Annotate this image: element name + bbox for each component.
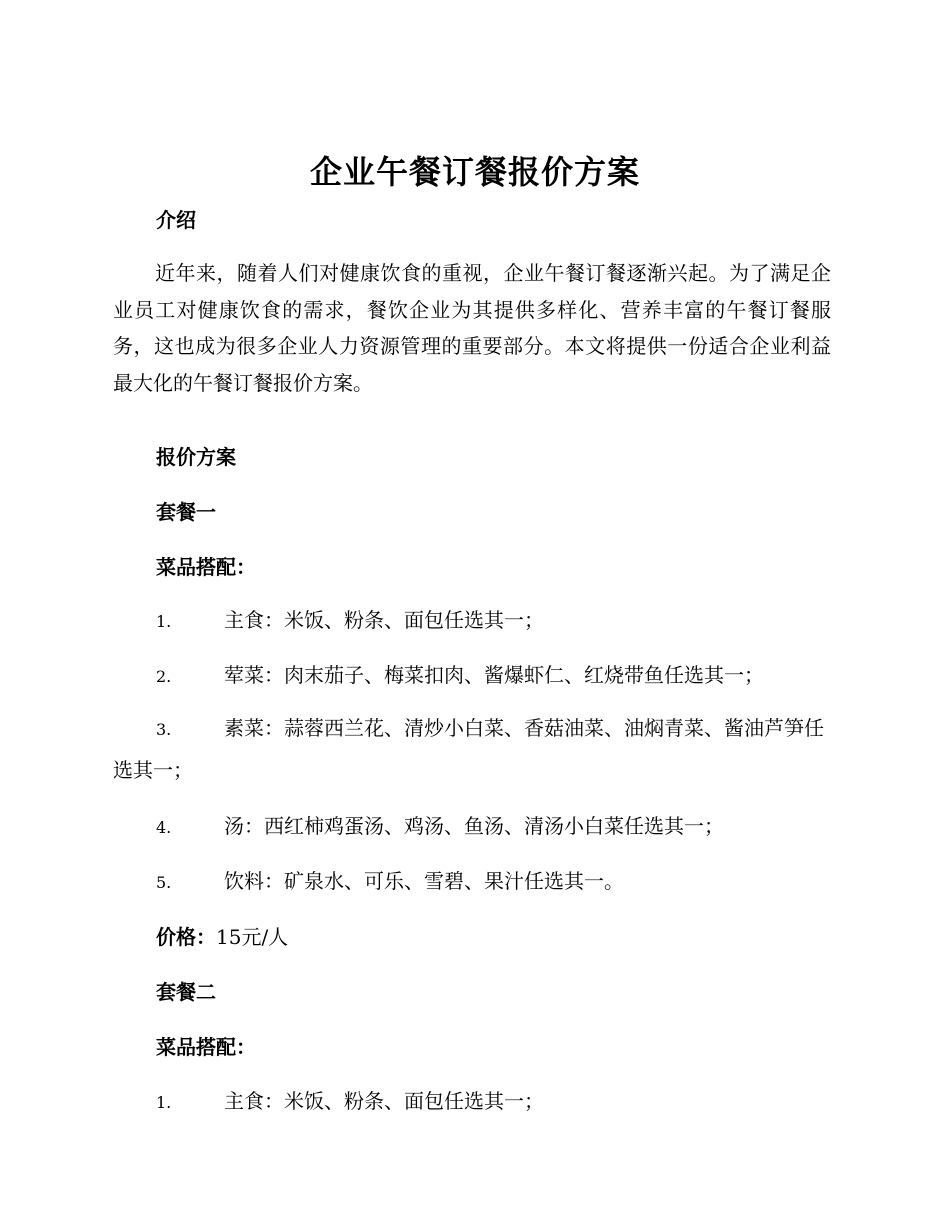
list-item: [113, 708, 831, 790]
quote-heading: 报价方案: [156, 445, 236, 469]
list-item-number: 5.: [156, 873, 172, 892]
list-item: [113, 859, 831, 905]
list-item-text: 主食：米饭、粉条、面包任选其一；: [224, 1089, 544, 1113]
list-item-number: 1.: [156, 1093, 172, 1112]
price-label: 价格：: [156, 925, 216, 949]
set2-dishes-heading: 菜品搭配：: [156, 1035, 256, 1059]
list-item: [113, 653, 831, 699]
list-item-text: 素菜：蒜蓉西兰花、清炒小白菜、香菇油菜、油焖青菜、酱油芦笋任选其一；: [113, 716, 824, 782]
intro-paragraph: 近年来，随着人们对健康饮食的重视，企业午餐订餐逐渐兴起。为了满足企业员工对健康饮食的需求，餐饮企业为其提供多样化、营养丰富的午餐订餐服务，这也成为很多企业人力资源管理的重要部分。本文将提供一份适合企业利益最大化的午餐订餐报价方案。: [113, 261, 831, 395]
price-value: 15元/人: [216, 925, 289, 949]
set1-heading: 套餐一: [156, 500, 216, 524]
document-title: 企业午餐订餐报价方案: [309, 153, 640, 191]
set2-heading: 套餐二: [156, 980, 216, 1004]
list-item-text: 荤菜：肉末茄子、梅菜扣肉、酱爆虾仁、红烧带鱼任选其一；: [224, 663, 764, 687]
list-item-number: 1.: [156, 612, 172, 631]
list-item: [113, 804, 831, 850]
list-item: [113, 1079, 831, 1125]
set1-dishes-heading: 菜品搭配：: [156, 555, 256, 579]
list-item-number: 4.: [156, 818, 172, 837]
list-item-text: 饮料：矿泉水、可乐、雪碧、果汁任选其一。: [224, 869, 624, 893]
set1-price-line: [156, 923, 288, 951]
list-item-text: 汤：西红柿鸡蛋汤、鸡汤、鱼汤、清汤小白菜任选其一；: [224, 814, 724, 838]
list-item-text: 主食：米饭、粉条、面包任选其一；: [224, 608, 544, 632]
list-item: [113, 598, 831, 644]
intro-heading: 介绍: [156, 208, 196, 232]
list-item-number: 3.: [156, 720, 172, 739]
list-item-number: 2.: [156, 667, 172, 686]
